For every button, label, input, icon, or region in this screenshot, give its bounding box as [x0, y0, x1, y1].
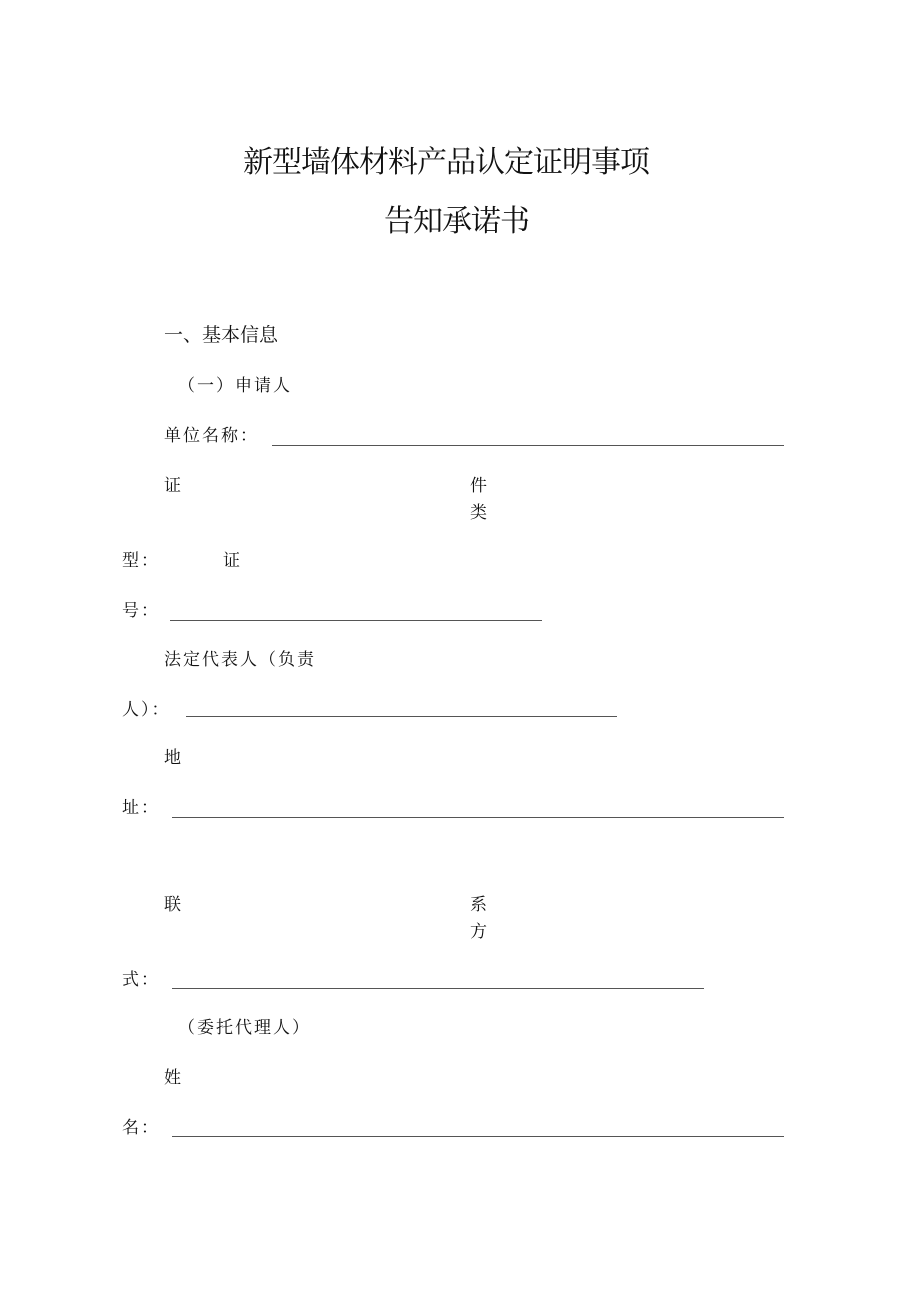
cert-number-suffix: 号：: [122, 601, 160, 621]
section-heading-basic-info: 一、基本信息: [164, 324, 279, 346]
cert-label-char-zheng: 证: [164, 476, 183, 496]
cert-label-char-lei: 类: [470, 503, 489, 523]
cert-label-char-jian: 件: [470, 476, 489, 496]
contact-label-char-lian: 联: [164, 895, 183, 915]
contact-label-char-xi: 系: [470, 895, 489, 915]
agent-name-char-xing: 姓: [164, 1068, 183, 1088]
subheading-agent: （委托代理人）: [178, 1018, 311, 1038]
document-title-line1: 新型墙体材料产品认定证明事项: [243, 145, 649, 180]
unit-name-field[interactable]: [272, 445, 784, 446]
document-title-line2: 告知承诺书: [384, 204, 529, 239]
cert-number-char-zheng: 证: [223, 551, 242, 571]
address-field[interactable]: [172, 817, 784, 818]
cert-type-suffix: 型：: [122, 551, 160, 571]
address-label-char-di: 地: [164, 748, 183, 768]
contact-label-char-shi: 式：: [122, 970, 160, 990]
address-label-char-zhi: 址：: [122, 798, 160, 818]
subheading-applicant: （一）申请人: [178, 376, 292, 396]
cert-number-field[interactable]: [170, 620, 542, 621]
agent-name-char-ming: 名：: [122, 1118, 160, 1138]
contact-field[interactable]: [172, 988, 704, 989]
legal-rep-field[interactable]: [186, 716, 617, 717]
unit-name-label: 单位名称：: [164, 426, 259, 446]
contact-label-char-fang: 方: [470, 922, 489, 942]
legal-rep-label-cont: 人）：: [122, 700, 171, 720]
legal-rep-label: 法定代表人（负责: [164, 650, 316, 670]
agent-name-field[interactable]: [172, 1136, 784, 1137]
